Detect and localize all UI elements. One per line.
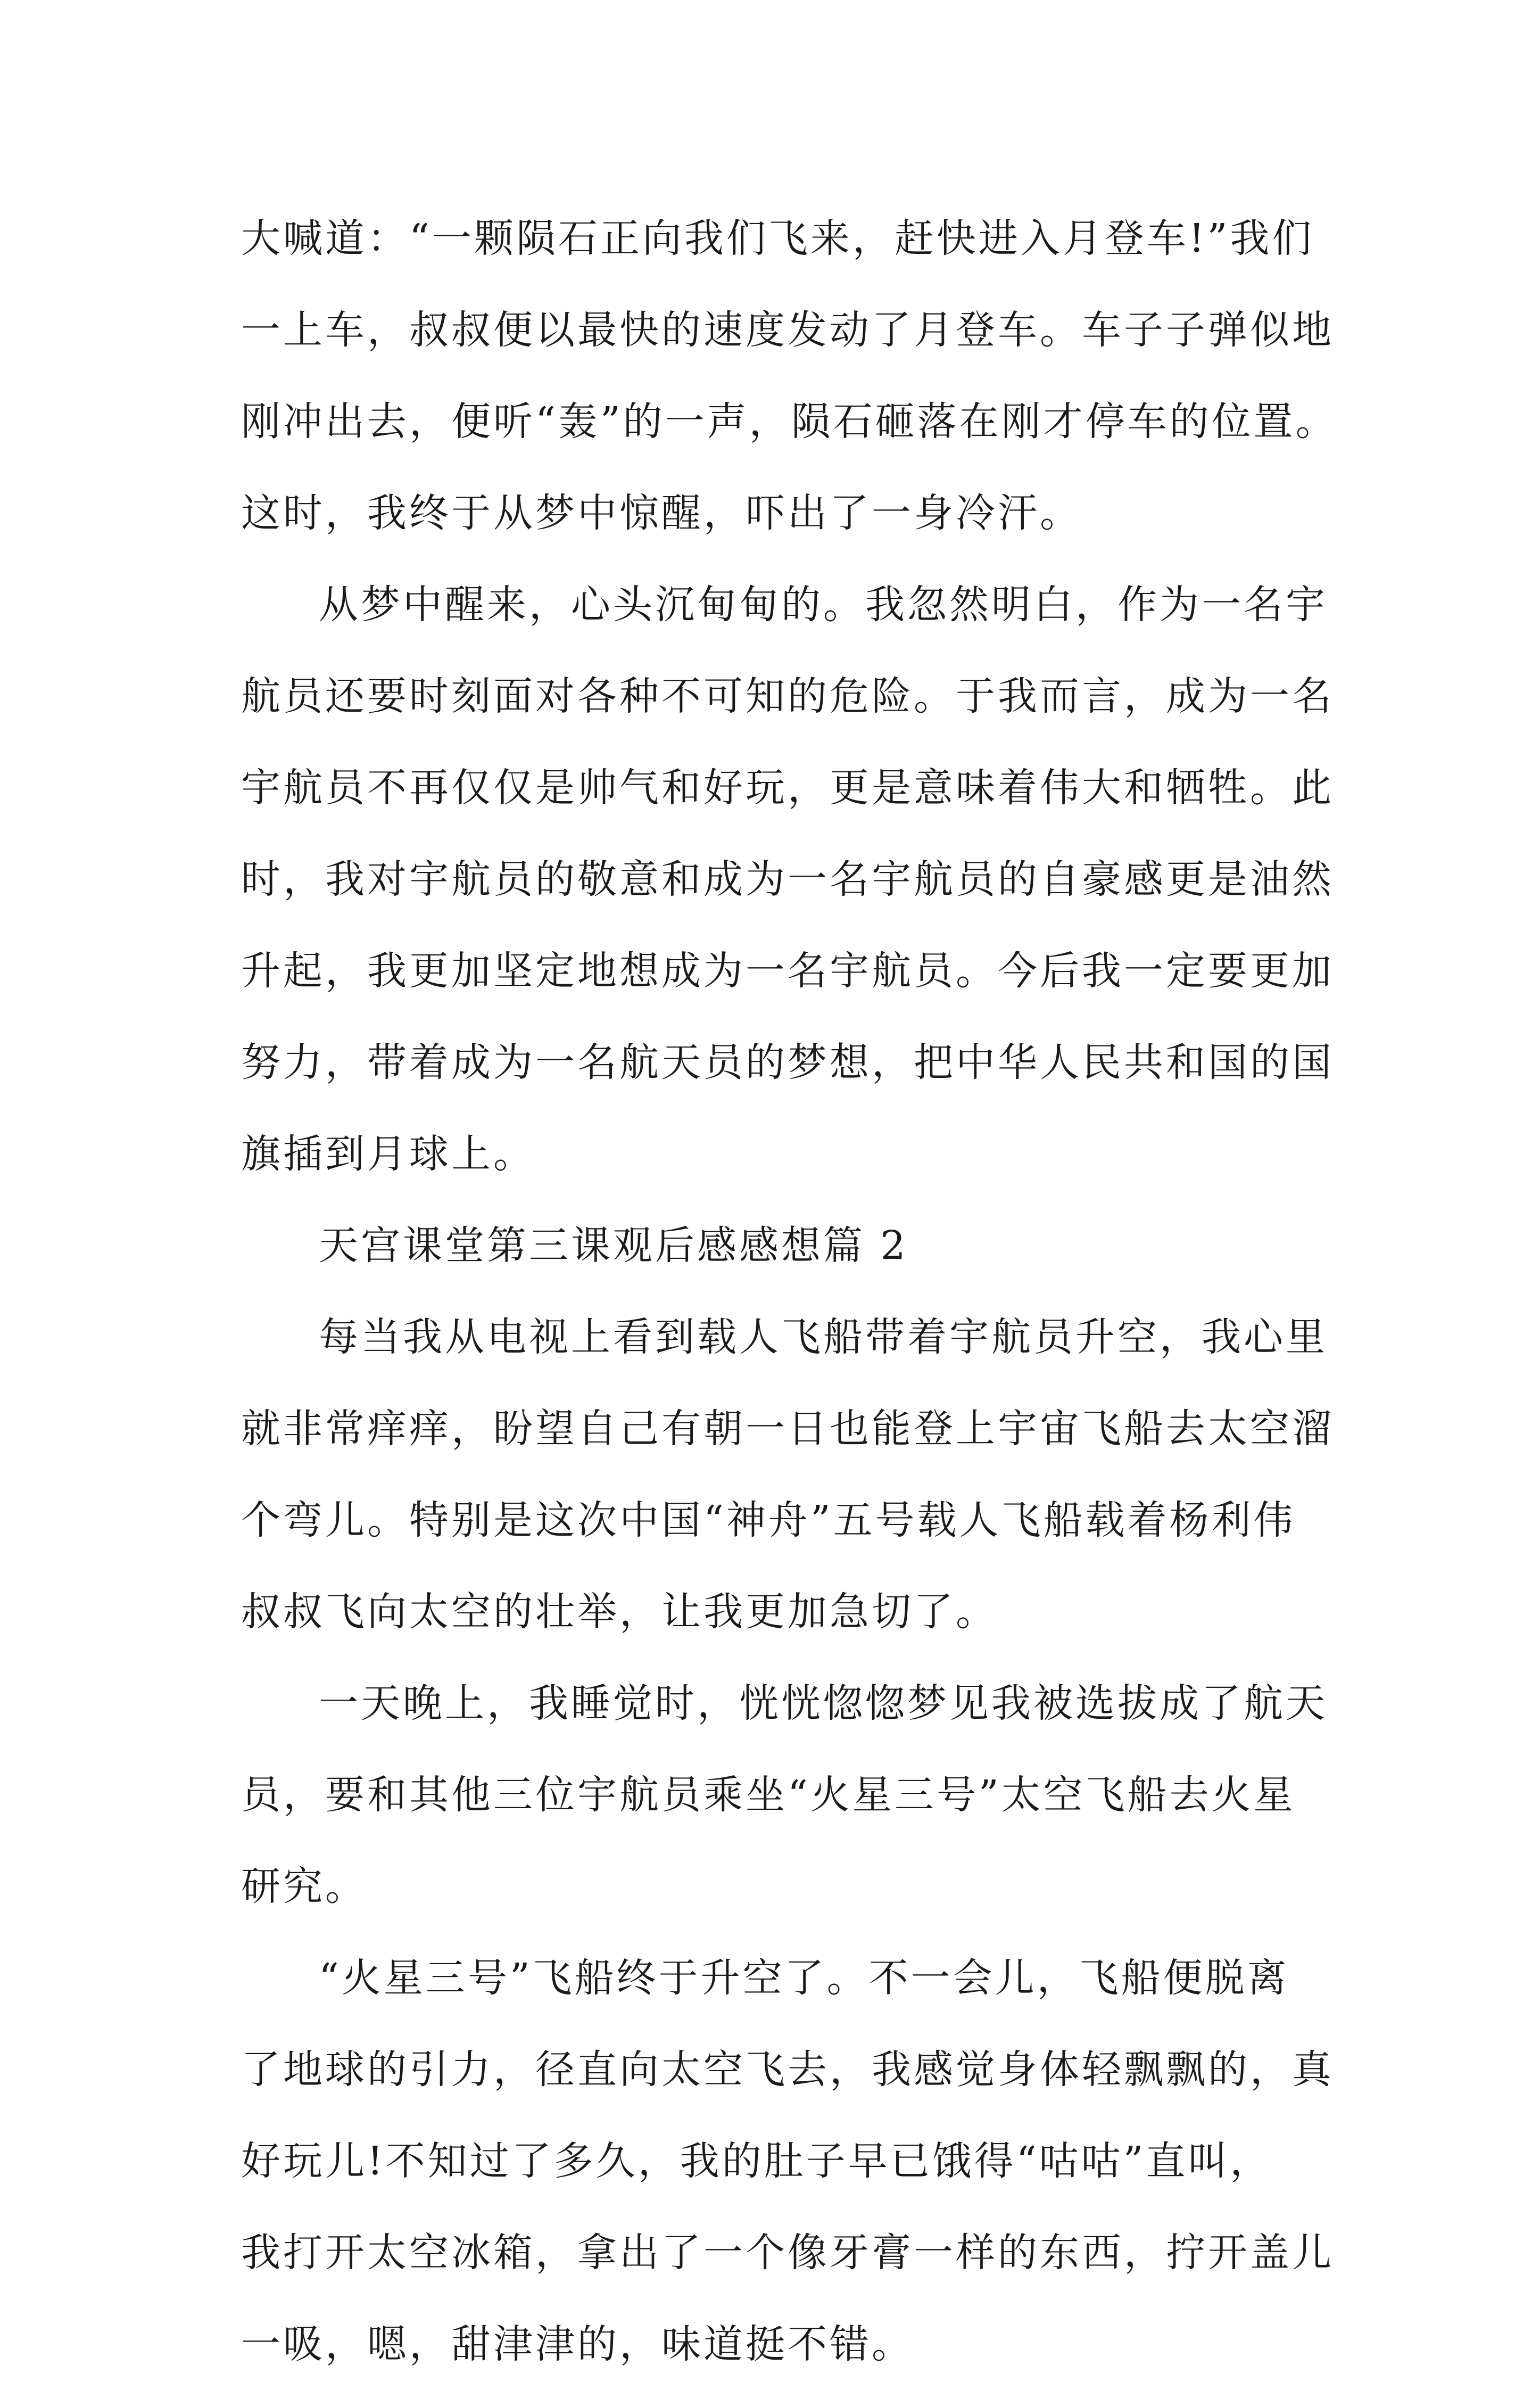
text-line: 从梦中醒来，心头沉甸甸的。我忽然明白，作为一名宇: [319, 582, 1328, 628]
text-line: 一上车，叔叔便以最快的速度发动了月登车。车子子弹似地: [241, 307, 1334, 353]
text-line: 了地球的引力，径直向太空飞去，我感觉身体轻飘飘的，真: [241, 2047, 1334, 2092]
text-line: 这时，我终于从梦中惊醒，吓出了一身冷汗。: [241, 490, 1082, 536]
text-line: 大喊道：“一颗陨石正向我们飞来，赶快进入月登车!”我们: [241, 216, 1314, 261]
section-heading: 天宫课堂第三课观后感感想篇 2: [319, 1223, 908, 1268]
text-line: 好玩儿!不知过了多久，我的肚子早已饿得“咕咕”直叫，: [241, 2138, 1272, 2184]
text-line: 研究。: [241, 1864, 367, 1909]
text-line: 时，我对宇航员的敬意和成为一名宇航员的自豪感更是油然: [241, 856, 1334, 902]
text-line: 航员还要时刻面对各种不可知的危险。于我而言，成为一名: [241, 673, 1334, 719]
text-line: 旗插到月球上。: [241, 1131, 535, 1177]
text-line: 宇航员不再仅仅是帅气和好玩，更是意味着伟大和牺牲。此: [241, 765, 1334, 811]
text-line: 员，要和其他三位宇航员乘坐“火星三号”太空飞船去火星: [241, 1772, 1296, 1818]
text-line: 叔叔飞向太空的壮举，让我更加急切了。: [241, 1589, 998, 1635]
text-line: 升起，我更加坚定地想成为一名宇航员。今后我一定要更加: [241, 948, 1334, 994]
document-body: [241, 193, 1338, 2390]
text-line: 我打开太空冰箱，拿出了一个像牙膏一样的东西，拧开盖儿: [241, 2230, 1334, 2276]
text-line: 个弯儿。特别是这次中国“神舟”五号载人飞船载着杨利伟: [241, 1497, 1296, 1543]
text-line: 一天晚上，我睡觉时，恍恍惚惚梦见我被选拔成了航天: [319, 1680, 1328, 1726]
text-line: 刚冲出去，便听“轰”的一声，陨石砸落在刚才停车的位置。: [241, 399, 1338, 444]
text-line: 一吸，嗯，甜津津的，味道挺不错。: [241, 2321, 914, 2367]
text-line: 努力，带着成为一名航天员的梦想，把中华人民共和国的国: [241, 1040, 1334, 1085]
text-line: 每当我从电视上看到载人飞船带着宇航员升空，我心里: [319, 1314, 1328, 1360]
text-line: “火星三号”飞船终于升空了。不一会儿，飞船便脱离: [319, 1955, 1289, 2001]
text-line: 就非常痒痒，盼望自己有朝一日也能登上宇宙飞船去太空溜: [241, 1406, 1334, 1452]
